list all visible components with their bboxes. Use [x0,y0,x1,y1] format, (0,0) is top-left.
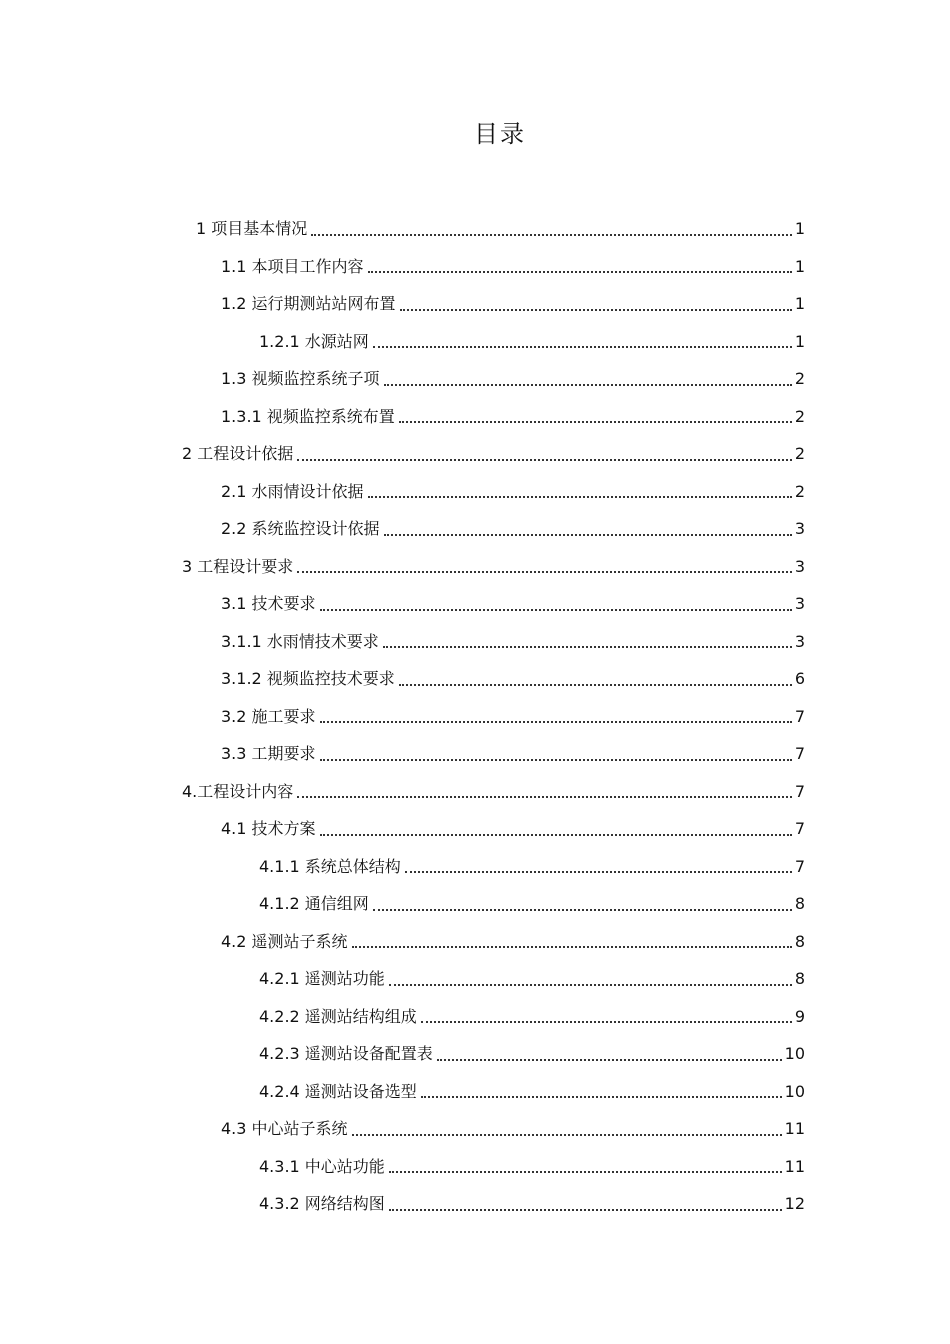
toc-page-number: 11 [784,1156,805,1176]
toc-entry[interactable] [221,664,805,694]
toc-entry-label: 4.1 技术方案 [221,819,316,838]
toc-dot-leader [368,270,792,273]
toc-page-number: 11 [784,1119,805,1138]
toc-entry[interactable] [259,889,805,919]
toc-entry-label: 4.3 中心站子系统 [221,1119,348,1138]
toc-dot-leader [320,833,792,836]
toc-dot-leader [297,570,792,573]
toc-entry[interactable] [259,1152,805,1182]
toc-dot-leader [320,720,792,723]
toc-page-number: 9 [794,1006,805,1026]
toc-entry-label: 1.1 本项目工作内容 [221,256,364,276]
toc-entry-label: 3 工程设计要求 [182,556,294,576]
toc-dot-leader [297,458,792,461]
toc-entry[interactable] [221,589,805,619]
toc-page-number: 1 [794,331,805,351]
toc-entry[interactable] [221,702,805,732]
toc-entry-label: 3.1.1 水雨情技术要求 [221,631,379,651]
toc-page-number: 1 [794,294,805,313]
toc-entry[interactable] [259,1039,805,1069]
toc-entry[interactable] [221,402,805,432]
toc-page-number: 2 [794,406,805,426]
toc-entry-label: 2.2 系统监控设计依据 [221,519,380,538]
toc-entry-label: 4.2.3 遥测站设备配置表 [259,1044,433,1063]
toc-dot-leader [297,795,792,798]
toc-page-number: 2 [794,444,805,463]
toc-dot-leader [437,1058,782,1061]
toc-entry[interactable] [221,477,805,507]
toc-page-number: 12 [784,1194,805,1213]
toc-page-number: 6 [794,669,805,688]
toc-dot-leader [400,308,792,311]
toc-entry[interactable] [259,327,805,357]
toc-page-number: 8 [794,969,805,988]
toc-page-number: 8 [794,894,805,913]
toc-page-number: 3 [794,556,805,576]
toc-entry-label: 2.1 水雨情设计依据 [221,481,364,501]
toc-entry[interactable] [221,252,805,282]
toc-entry-label: 1.2.1 水源站网 [259,331,369,351]
toc-dot-leader [421,1095,782,1098]
toc-page-number: 3 [794,594,805,613]
toc-page-number: 7 [794,819,805,838]
toc-entry[interactable] [221,814,805,844]
toc-entry-label: 1.3 视频监控系统子项 [221,369,380,388]
toc-entry-label: 4.工程设计内容 [182,781,294,801]
toc-entry[interactable] [259,1002,805,1032]
toc-entry[interactable] [182,552,805,582]
toc-dot-leader [352,1133,782,1136]
page-title: 目录 [474,120,526,148]
toc-page-number: 10 [784,1044,805,1063]
toc-dot-leader [399,683,792,686]
toc-dot-leader [405,870,792,873]
toc-page-number: 7 [794,744,805,763]
toc-entry[interactable] [259,852,805,882]
toc-page-number: 3 [794,631,805,651]
toc-entry-label: 4.2.2 遥测站结构组成 [259,1006,417,1026]
toc-entry-label: 2 工程设计依据 [182,444,294,463]
toc-page-number: 7 [794,856,805,876]
toc-dot-leader [373,345,792,348]
toc-page-number: 7 [794,781,805,801]
toc-entry-label: 3.3 工期要求 [221,744,316,763]
toc-entry[interactable] [221,1114,805,1144]
toc-page-number: 1 [794,256,805,276]
toc-entry-label: 1 项目基本情况 [196,219,308,238]
toc-entry-label: 1.3.1 视频监控系统布置 [221,406,395,426]
toc-entry[interactable] [259,1077,805,1107]
toc-dot-leader [389,983,792,986]
toc-dot-leader [352,945,792,948]
toc-dot-leader [384,533,792,536]
toc-entry[interactable] [196,214,805,244]
toc-page-number: 3 [794,519,805,538]
toc-entry[interactable] [221,927,805,957]
toc-entry-label: 4.1.2 通信组网 [259,894,369,913]
toc-entry[interactable] [221,627,805,657]
toc-dot-leader [373,908,792,911]
toc-page-number: 7 [794,706,805,726]
toc-entry[interactable] [182,777,805,807]
toc-entry-label: 1.2 运行期测站站网布置 [221,294,396,313]
toc-page-number: 10 [784,1081,805,1101]
toc-dot-leader [320,758,792,761]
toc-entry[interactable] [221,739,805,769]
toc-dot-leader [320,608,792,611]
toc-dot-leader [389,1170,782,1173]
toc-entry-label: 4.3.2 网络结构图 [259,1194,385,1213]
toc-dot-leader [383,645,792,648]
toc-entry-label: 3.2 施工要求 [221,706,316,726]
toc-entry[interactable] [221,364,805,394]
toc-dot-leader [399,420,792,423]
toc-dot-leader [389,1208,782,1211]
toc-entry[interactable] [259,1189,805,1219]
toc-entry[interactable] [182,439,805,469]
toc-entry[interactable] [221,514,805,544]
toc-entry-label: 4.2.4 遥测站设备选型 [259,1081,417,1101]
toc-entry[interactable] [221,289,805,319]
toc-page-number: 8 [794,931,805,951]
toc-entry-label: 4.3.1 中心站功能 [259,1156,385,1176]
toc-entry-label: 4.2 遥测站子系统 [221,931,348,951]
toc-entry-label: 4.2.1 遥测站功能 [259,969,385,988]
toc-dot-leader [384,383,792,386]
toc-page-number: 2 [794,481,805,501]
toc-entry-label: 3.1.2 视频监控技术要求 [221,669,395,688]
toc-page-number: 1 [794,219,805,238]
toc-dot-leader [368,495,792,498]
toc-entry-label: 4.1.1 系统总体结构 [259,856,401,876]
toc-page-number: 2 [794,369,805,388]
toc-dot-leader [311,233,792,236]
toc-entry-label: 3.1 技术要求 [221,594,316,613]
toc-entry[interactable] [259,964,805,994]
toc-dot-leader [421,1020,792,1023]
